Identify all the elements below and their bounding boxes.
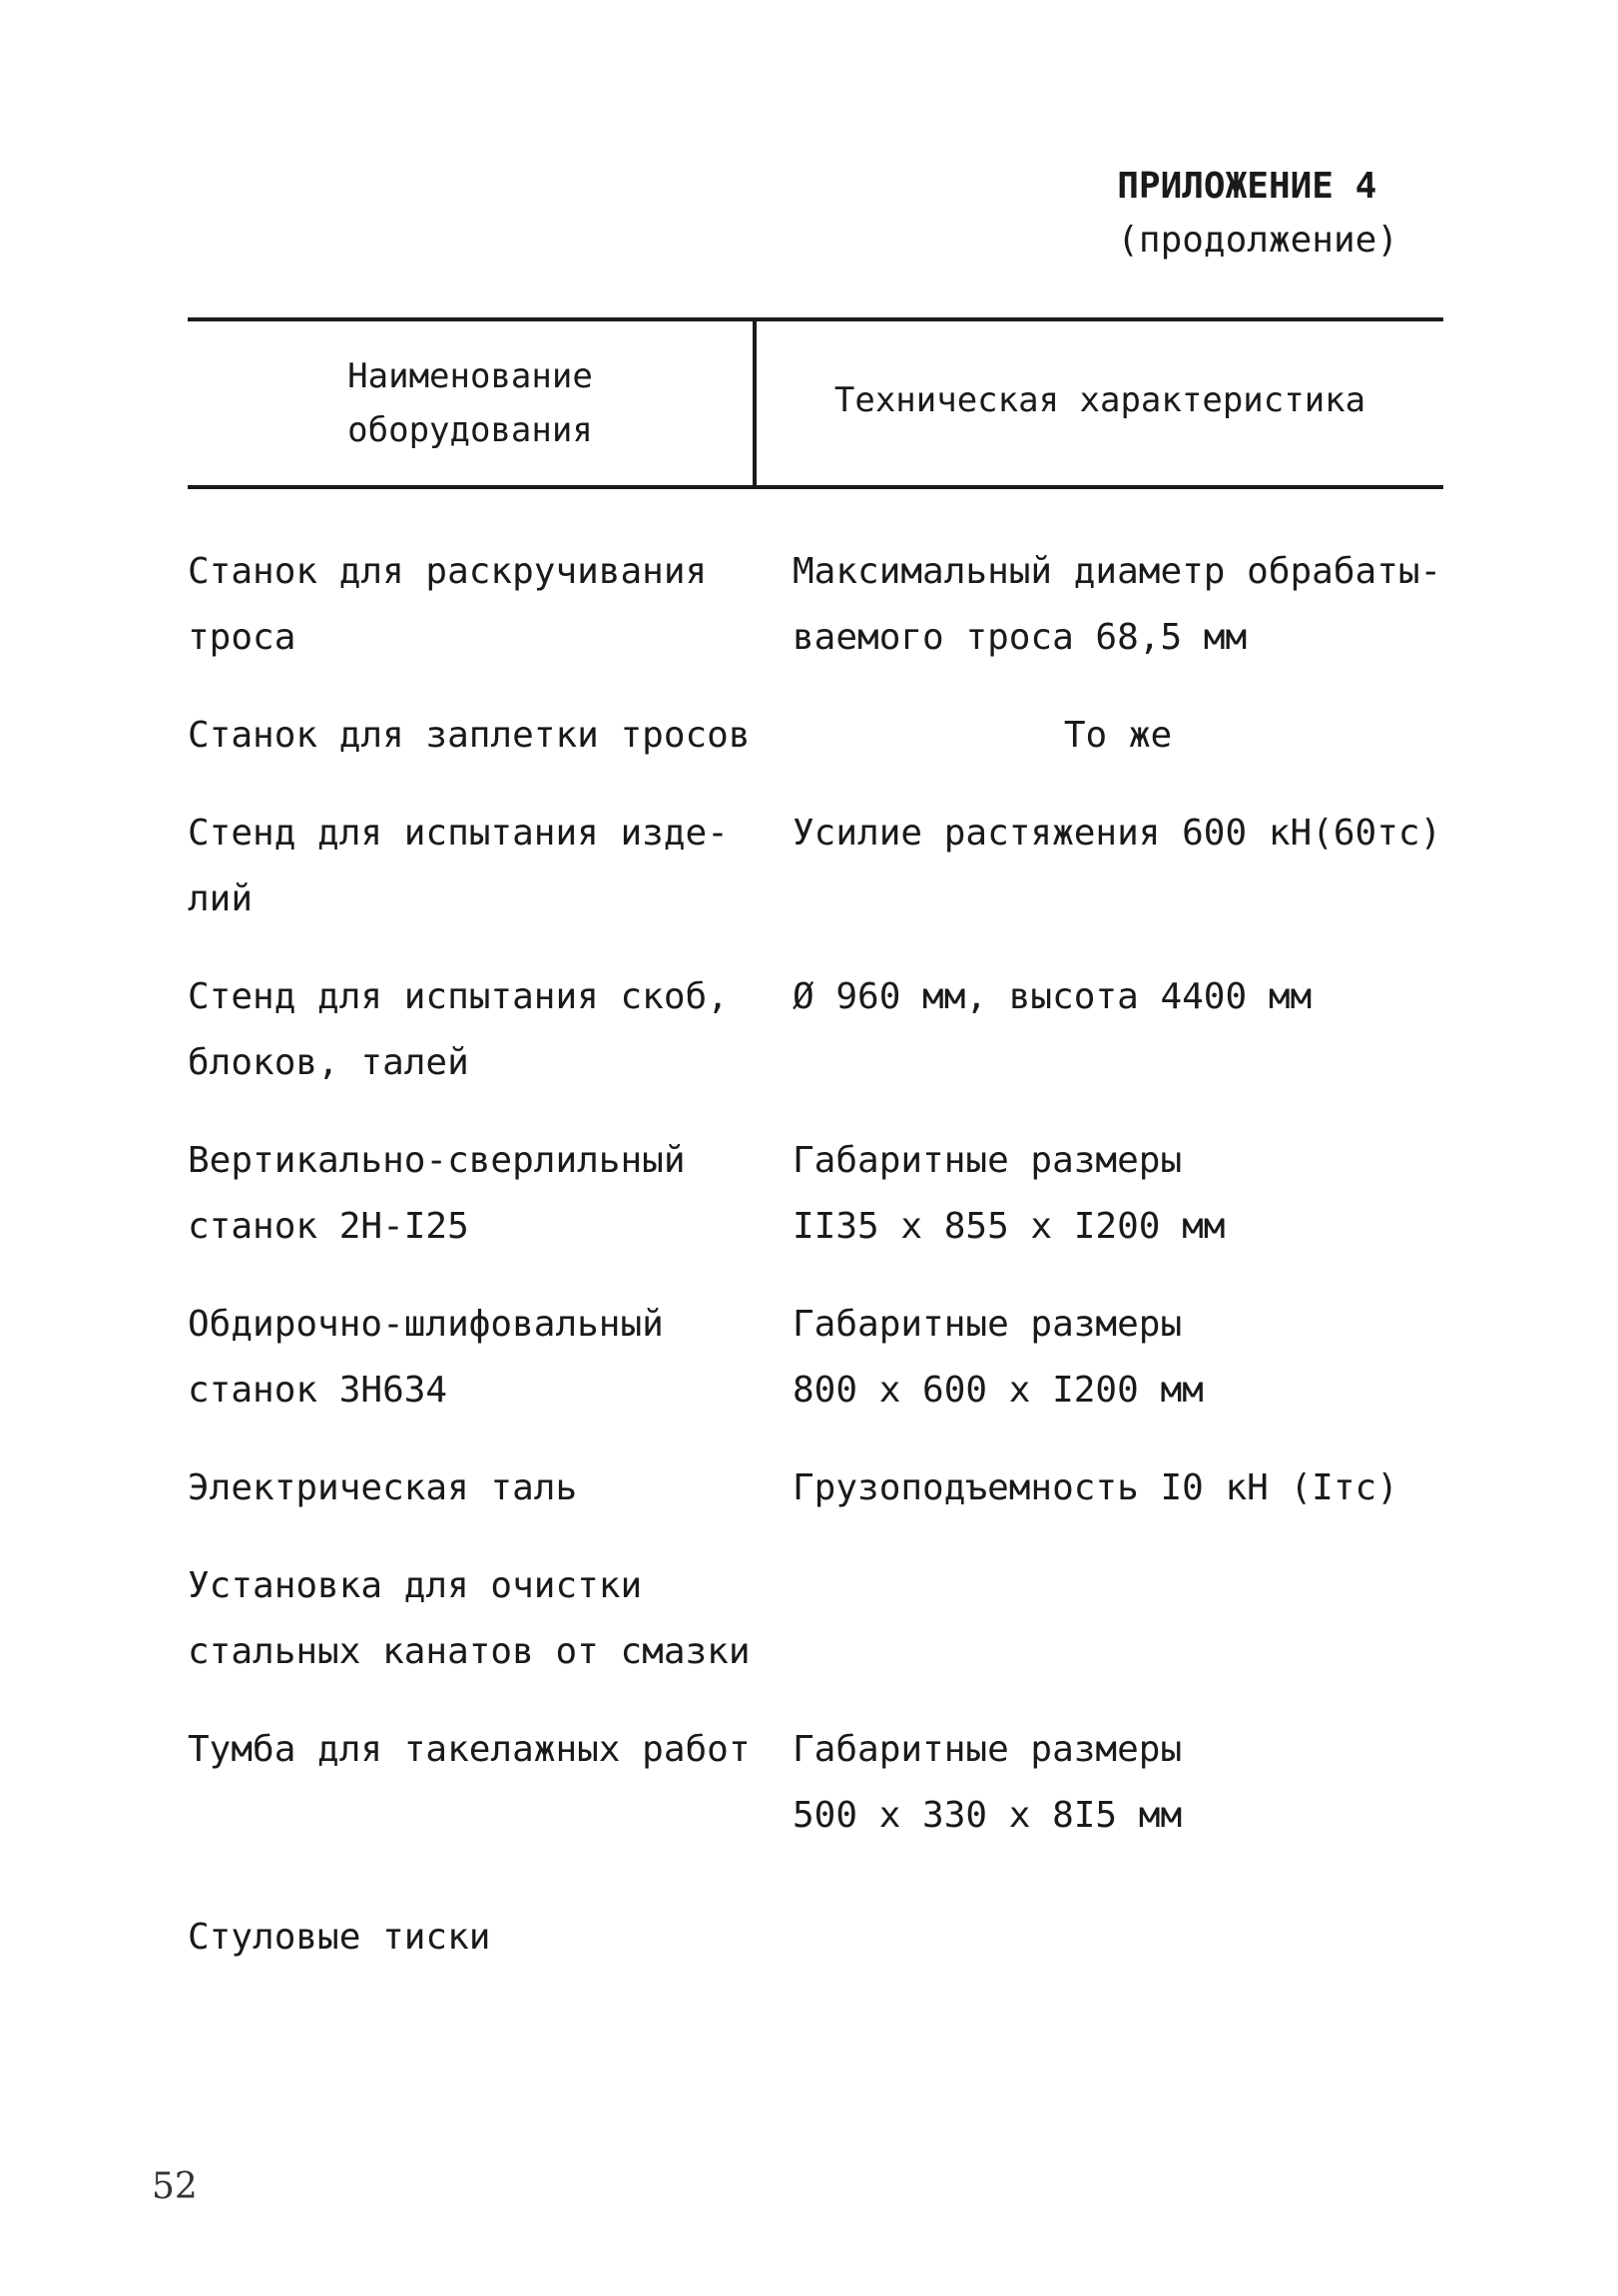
equipment-spec [793,1717,1443,1849]
column-header-equipment [188,349,753,457]
equipment-spec [793,1455,1443,1521]
equipment-spec [793,1128,1443,1260]
equipment-name-line1: Станок для раскручивания [188,551,708,592]
equipment-spec [793,801,1443,932]
table-row [188,964,1443,1096]
equipment-spec-line2: 800 х 600 х I200 мм [793,1370,1204,1411]
equipment-name [188,539,793,671]
appendix-title: ПРИЛОЖЕНИЕ 4 [1117,166,1377,207]
equipment-name-line1: Установка для очистки [188,1565,643,1606]
equipment-spec-line1: То же [1063,715,1173,756]
equipment-spec-line1: Максимальный диаметр обрабаты- [793,551,1442,592]
table-row [188,1717,1443,1849]
equipment-spec-line1: Габаритные размеры [793,1729,1183,1770]
equipment-name-line1: Стенд для испытания скоб, [188,976,729,1017]
equipment-name-line1: Вертикально-сверлильный [188,1140,686,1181]
table-row [188,703,1443,769]
equipment-spec-line1: Усилие растяжения 600 кН(60тс) [793,813,1442,854]
equipment-name-line1: Стенд для испытания изде- [188,813,729,854]
equipment-spec [793,1905,1443,1971]
table-row [188,1905,1443,1971]
equipment-spec-line1: Габаритные размеры [793,1304,1183,1345]
equipment-name [188,964,793,1096]
table-row [188,1292,1443,1424]
equipment-spec [793,703,1443,769]
equipment-name-line1: Обдирочно-шлифовальный [188,1304,664,1345]
equipment-name-line2: лий [188,878,254,919]
equipment-list [188,539,1443,2003]
equipment-name [188,1717,793,1849]
equipment-name-line2: троса [188,617,296,658]
equipment-name [188,1455,793,1521]
table-row [188,539,1443,671]
equipment-spec [793,1292,1443,1424]
equipment-name-line1: Стуловые тиски [188,1917,491,1958]
equipment-name-line1: Электрическая таль [188,1467,578,1508]
equipment-spec-line2: ваемого троса 68,5 мм [793,617,1248,658]
equipment-name [188,703,793,769]
equipment-name [188,1905,793,1971]
equipment-spec-line1: Габаритные размеры [793,1140,1183,1181]
equipment-spec [793,539,1443,671]
appendix-subtitle: (продолжение) [1117,220,1398,261]
equipment-spec [793,1553,1443,1685]
equipment-name-line1: Станок для заплетки тросов [188,715,751,756]
equipment-spec [793,964,1443,1096]
equipment-name-line2: стальных канатов от смазки [188,1631,751,1672]
equipment-spec-line2: II35 х 855 х I200 мм [793,1206,1226,1247]
equipment-name-line1: Тумба для такелажных работ [188,1729,751,1770]
page-number: 52 [152,2166,198,2207]
column-header-equipment-line2: оборудования [347,410,593,450]
equipment-spec-line2: 500 х 330 х 8I5 мм [793,1795,1183,1836]
column-header-specs: Техническая характеристика [833,380,1366,420]
table-header [188,317,1443,489]
equipment-name-line2: станок 2Н-I25 [188,1206,469,1247]
equipment-name [188,801,793,932]
table-row [188,1128,1443,1260]
equipment-spec-line1: Ø 960 мм, высота 4400 мм [793,976,1313,1017]
equipment-name [188,1553,793,1685]
equipment-name [188,1128,793,1260]
equipment-name-line2: станок 3Н634 [188,1370,448,1411]
appendix-heading [1117,160,1398,268]
table-row [188,801,1443,932]
column-header-equipment-line1: Наименование [347,356,593,396]
table-row [188,1553,1443,1685]
equipment-name-line2: блоков, талей [188,1042,469,1083]
table-row [188,1455,1443,1521]
equipment-spec-line1: Грузоподъемность I0 кН (Iтс) [793,1467,1398,1508]
equipment-name [188,1292,793,1424]
